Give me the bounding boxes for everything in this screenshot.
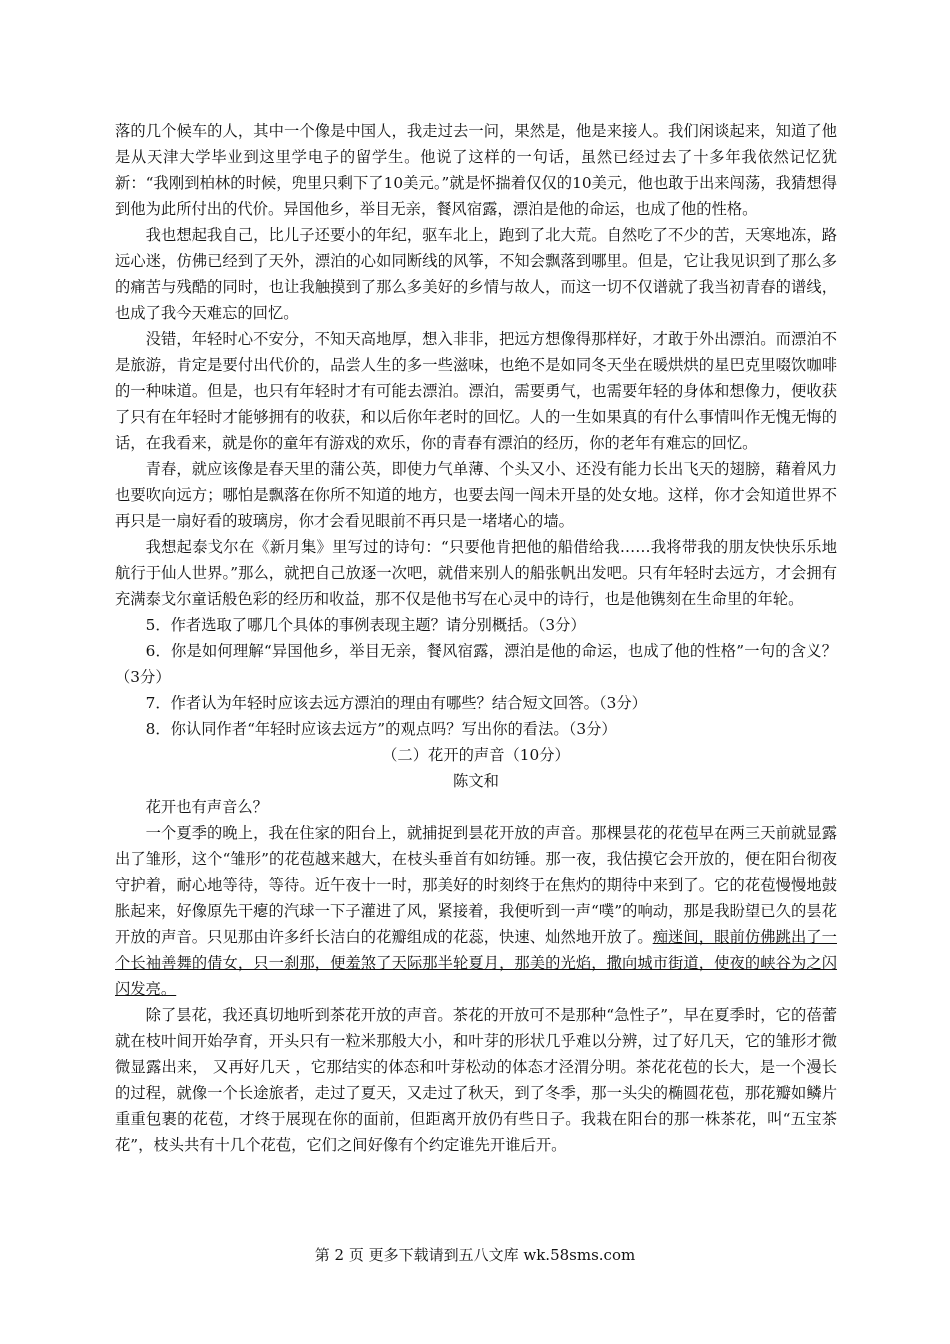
passage1-paragraph-3: 没错，年轻时心不安分，不知天高地厚，想入非非，把远方想像得那样好，才敢于外出漂泊。而漂泊不是旅游，肯定是要付出代价的，品尝人生的多一些滋味，也绝不是如同冬天坐在暖烘烘的星巴克里啜饮咖啡的一种味道。但是，也只有年轻时才有可能去漂泊。漂泊，需要勇气，也需要年轻的身体和想像力，便收获了只有在年轻时才能够拥有的收获，和以后你年老时的回忆。人的一生如果真的有什么事情叫作无愧无悔的话，在我看来，就是你的童年有游戏的欢乐，你的青春有漂泊的经历，你的老年有难忘的回忆。: [115, 330, 837, 452]
page-footer: 第 2 页 更多下载请到五八文库 wk.58sms.com: [314, 1246, 636, 1264]
section-author: 陈文和: [453, 772, 499, 790]
question-5: 5．作者选取了哪几个具体的事例表现主题？请分别概括。（3分）: [145, 616, 586, 634]
section2-paragraph-2-text: 一个夏季的晚上，我在住家的阳台上，就捕捉到昙花开放的声音。那棵昙花的花苞早在两三天前就显露出了雏形，这个“雏形”的花苞越来越大，在枝头垂首有如纺锤。那一夜，我估摸它会开放的，便在阳台彻夜守护着，耐心地等待，等待。近午夜十一时，那美好的时刻终于在焦灼的期待中来到了。它的花苞慢慢地鼓胀起来，好像原先干瘪的汽球一下子灌进了风，紧接着，我便听到一声“噗”的响动，那是我盼望已久的昙花开放的声音。只见那由许多纤长洁白的花瓣组成的花蕊，快速、灿然地开放了。: [115, 824, 837, 946]
question-8: 8．你认同作者“年轻时应该去远方”的观点吗？写出你的看法。（3分）: [145, 720, 617, 738]
passage1-paragraph-1: 落的几个候车的人，其中一个像是中国人，我走过去一问，果然是，他是来接人。我们闲谈起来，知道了他是从天津大学毕业到这里学电子的留学生。他说了这样的一句话，虽然已经过去了十多年我依然记忆犹新：“我刚到柏林的时候，兜里只剩下了10美元。”就是怀揣着仅仅的10美元，他也敢于出来闯荡，我猜想得到他为此所付出的代价。异国他乡，举目无亲，餐风宿露，漂泊是他的命运，也成了他的性格。: [115, 122, 837, 218]
section2-paragraph-3: 除了昙花，我还真切地听到茶花开放的声音。茶花的开放可不是那种“急性子”，早在夏季时，它的蓓蕾就在枝叶间开始孕育，开头只有一粒米那般大小，和叶芽的形状几乎难以分辨，过了好几天，它的雏形才微微显露出来， 又再好几天 ，它那结实的体态和叶芽松动的体态才泾渭分明。茶花花苞的长大，是一个漫长的过程，就像一个长途旅者，走过了夏天，又走过了秋天，到了冬季，那一头尖的椭圆花苞，那花瓣如鳞片重重包裹的花苞，才终于展现在你的面前，但距离开放仍有些日子。我栽在阳台的那一株茶花，叫“五宝茶花”，枝头共有十几个花苞，它们之间好像有个约定谁先开谁后开。: [115, 1006, 837, 1154]
section2-paragraph-1: 花开也有声音么？: [145, 798, 268, 816]
underlined-sentence: 痴迷间，眼前仿佛跳出了一个长袖善舞的倩女，只一刹那，便羞煞了天际那半轮夏月，那美的光焰，撒向城市街道，使夜的峡谷为之闪闪发亮。: [115, 928, 837, 998]
passage1-paragraph-4: 青春，就应该像是春天里的蒲公英，即使力气单薄、个头又小、还没有能力长出飞天的翅膀，藉着风力也要吹向远方；哪怕是飘落在你所不知道的地方，也要去闯一闯未开垦的处女地。这样，你才会知道世界不再只是一扇好看的玻璃房，你才会看见眼前不再只是一堵堵心的墙。: [115, 460, 837, 530]
passage1-paragraph-5: 我想起泰戈尔在《新月集》里写过的诗句：“只要他肯把他的船借给我……我将带我的朋友快快乐乐地航行于仙人世界。”那么，就把自己放逐一次吧，就借来别人的船张帆出发吧。只有年轻时去远方，才会拥有充满泰戈尔童话般色彩的经历和收益，那不仅是他书写在心灵中的诗行，也是他镌刻在生命里的年轮。: [115, 538, 837, 608]
document-body: [115, 118, 837, 1158]
section-title: （二）花开的声音（10分）: [382, 746, 570, 764]
section2-paragraph-2: [115, 820, 837, 1002]
question-6: 6．你是如何理解“异国他乡，举目无亲，餐风宿露，漂泊是他的命运，也成了他的性格”一句的含义？（3分）: [115, 642, 837, 686]
question-7: 7．作者认为年轻时应该去远方漂泊的理由有哪些？结合短文回答。（3分）: [145, 694, 647, 712]
passage1-paragraph-2: 我也想起我自己，比儿子还要小的年纪，驱车北上，跑到了北大荒。自然吃了不少的苦，天寒地冻，路远心迷，仿佛已经到了天外，漂泊的心如同断线的风筝，不知会飘落到哪里。但是，它让我见识到了那么多的痛苦与残酷的同时，也让我触摸到了那么多美好的乡情与故人，而这一切不仅谱就了我当初青春的谱线，也成了我今天难忘的回忆。: [115, 226, 837, 322]
